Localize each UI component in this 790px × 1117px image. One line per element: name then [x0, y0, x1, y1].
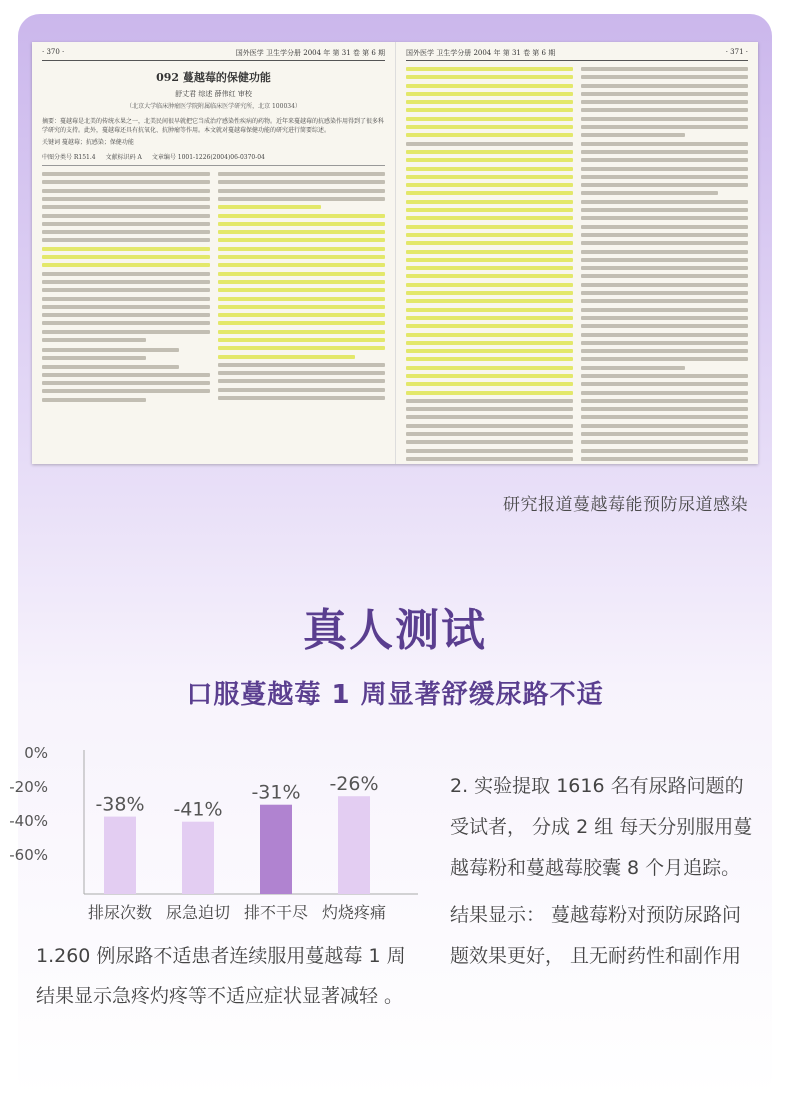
- left-page-header: [42, 48, 385, 61]
- article-keywords: 关键词 蔓越莓；抗感染；保健功能: [42, 139, 134, 147]
- left-journal-name: 国外医学 卫生学分册 2004 年 第 31 卷 第 6 期: [235, 49, 385, 57]
- main-title: 真人测试: [303, 605, 487, 656]
- right-body-columns: [406, 67, 748, 465]
- right-journal-name: 国外医学 卫生学分册 2004 年 第 31 卷 第 6 期: [406, 49, 556, 57]
- article-abstract: 摘要：蔓越莓是北美的传统水果之一，北美民间很早就把它当成治疗感染性疾病的药物。近年来蔓越莓的抗感染作用得到了很多科学研究的支持。此外，蔓越莓还具有抗氧化、抗肿瘤等作用。本文就对蔓越莓保健功能的研究进行简要综述。: [42, 118, 385, 134]
- bar-3: [260, 805, 292, 894]
- paper-scan: [32, 42, 758, 464]
- symptom-reduction-chart: [9, 734, 438, 934]
- data-label: -31%: [251, 781, 301, 804]
- bar-2: [182, 822, 214, 894]
- right-page-header: [406, 48, 748, 61]
- right-body-col-1: [406, 67, 573, 465]
- article-authors: 舒丈君 综述 薛伟红 审校: [175, 90, 252, 98]
- article-title: 092 蔓越莓的保健功能: [156, 71, 271, 84]
- study-2-text: 2. 实验提取 1616 名有尿路问题的受试者， 分成 2 组 每天分别服用蔓越莓粉和蔓越莓胶囊 8 个月追踪。: [450, 775, 753, 879]
- data-label: -41%: [173, 798, 223, 821]
- study-2-result: 结果显示： 蔓越莓粉对预防尿路问题效果更好， 且无耐药性和副作用: [450, 904, 742, 967]
- paper-caption: 研究报道蔓越莓能预防尿道感染: [503, 495, 748, 515]
- y-tick-label: -60%: [9, 846, 48, 864]
- meta-article-number: 文章编号 1001-1226(2004)06-0370-04: [151, 154, 265, 162]
- data-label: -38%: [95, 793, 145, 816]
- bar-4: [338, 796, 370, 894]
- poster-card: [9, 14, 772, 1099]
- category-label: 排尿次数: [87, 903, 153, 922]
- y-tick-label: -40%: [9, 812, 48, 830]
- study-2-block: [450, 766, 760, 983]
- right-body-col-2: [581, 67, 748, 465]
- category-label: 排不干尽: [243, 903, 309, 922]
- article-affiliation: （北京大学临床肿瘤医学院附属临床医学研究所，北京 100034）: [126, 103, 301, 110]
- left-body-columns: [42, 172, 385, 406]
- bar-1: [104, 817, 136, 894]
- article-meta: [42, 152, 385, 166]
- left-body-col-2: [218, 172, 386, 406]
- paper-right-page: [396, 42, 758, 464]
- meta-classification: 中图分类号 R151.4: [42, 154, 96, 162]
- data-label: -26%: [329, 773, 379, 796]
- category-label: 尿急迫切: [165, 903, 231, 922]
- right-page-number: · 371 ·: [725, 48, 748, 56]
- left-body-col-1: [42, 172, 210, 406]
- meta-doc-code: 文献标识码 A: [105, 154, 142, 162]
- left-page-number: · 370 ·: [42, 48, 65, 56]
- y-tick-label: 0%: [24, 744, 48, 762]
- subtitle: 口服蔓越莓 1 周显著舒缓尿路不适: [186, 680, 604, 710]
- category-label: 灼烧疼痛: [321, 903, 387, 922]
- paper-left-page: [32, 42, 396, 464]
- study-1-text: 1.260 例尿路不适患者连续服用蔓越莓 1 周结果显示急疼灼疼等不适应症状显著减轻 。: [36, 945, 406, 1007]
- y-tick-label: -20%: [9, 778, 48, 796]
- chart-svg: [9, 734, 438, 934]
